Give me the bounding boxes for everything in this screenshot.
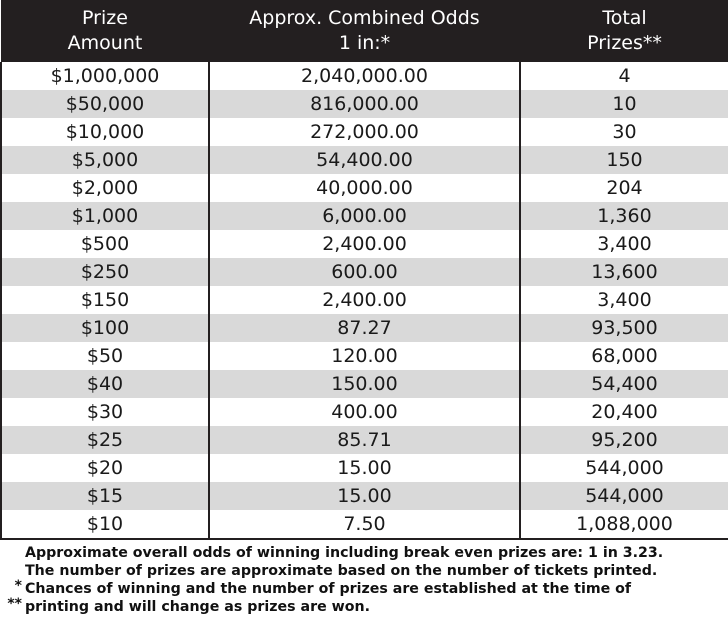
total-prizes-cell: 3,400	[520, 230, 728, 258]
table-row	[1, 370, 728, 398]
single-asterisk-note	[0, 580, 728, 598]
total-prizes-cell: 3,400	[520, 286, 728, 314]
odds-cell: 816,000.00	[209, 90, 520, 118]
header-total-line1: Total	[602, 7, 647, 29]
header-odds-line1: Approx. Combined Odds	[249, 7, 480, 29]
odds-cell: 272,000.00	[209, 118, 520, 146]
table-row	[1, 426, 728, 454]
overall-odds-text: Approximate overall odds of winning including break even prizes are: 1 in 3.23.	[25, 545, 664, 561]
odds-cell: 120.00	[209, 342, 520, 370]
prize-cell: $1,000,000	[1, 62, 209, 90]
prize-cell: $15	[1, 482, 209, 510]
total-prizes-cell: 20,400	[520, 398, 728, 426]
double-asterisk-text: printing and will change as prizes are won.	[25, 599, 370, 615]
prize-cell: $50,000	[1, 90, 209, 118]
single-asterisk-mark: *	[14, 578, 22, 594]
header-prize-line2: Amount	[67, 32, 143, 54]
prize-cell: $1,000	[1, 202, 209, 230]
prize-cell: $10,000	[1, 118, 209, 146]
total-prizes-cell: 204	[520, 174, 728, 202]
double-asterisk-mark: **	[7, 596, 22, 612]
prize-cell: $150	[1, 286, 209, 314]
table-row	[1, 342, 728, 370]
header-total-line2: Prizes**	[587, 32, 662, 54]
total-prizes-cell: 30	[520, 118, 728, 146]
odds-cell: 85.71	[209, 426, 520, 454]
prize-cell: $30	[1, 398, 209, 426]
table-row	[1, 398, 728, 426]
total-prizes-cell: 544,000	[520, 482, 728, 510]
table-row	[1, 314, 728, 342]
table-row	[1, 90, 728, 118]
odds-cell: 2,400.00	[209, 286, 520, 314]
table-row	[1, 118, 728, 146]
prize-cell: $20	[1, 454, 209, 482]
odds-cell: 54,400.00	[209, 146, 520, 174]
total-prizes-cell: 95,200	[520, 426, 728, 454]
single-asterisk-text: Chances of winning and the number of prizes are established at the time of	[25, 581, 632, 597]
prize-cell: $500	[1, 230, 209, 258]
total-prizes-cell: 68,000	[520, 342, 728, 370]
table-row	[1, 482, 728, 510]
total-prizes-cell: 13,600	[520, 258, 728, 286]
odds-cell: 87.27	[209, 314, 520, 342]
header-odds-line2: 1 in:*	[338, 32, 391, 54]
table-row	[1, 174, 728, 202]
prize-cell: $2,000	[1, 174, 209, 202]
odds-cell: 150.00	[209, 370, 520, 398]
prize-cell: $5,000	[1, 146, 209, 174]
odds-cell: 2,040,000.00	[209, 62, 520, 90]
odds-cell: 15.00	[209, 454, 520, 482]
prize-cell: $25	[1, 426, 209, 454]
table-row	[1, 454, 728, 482]
header-total-prizes	[520, 0, 728, 62]
approx-prizes-note	[0, 562, 728, 580]
total-prizes-cell: 54,400	[520, 370, 728, 398]
header-combined-odds	[209, 0, 520, 62]
table-row	[1, 202, 728, 230]
total-prizes-cell: 544,000	[520, 454, 728, 482]
prize-cell: $10	[1, 510, 209, 539]
prize-cell: $50	[1, 342, 209, 370]
table-row	[1, 286, 728, 314]
odds-cell: 2,400.00	[209, 230, 520, 258]
table-row	[1, 258, 728, 286]
odds-cell: 400.00	[209, 398, 520, 426]
odds-cell: 40,000.00	[209, 174, 520, 202]
total-prizes-cell: 150	[520, 146, 728, 174]
table-header-row	[1, 0, 728, 62]
odds-cell: 6,000.00	[209, 202, 520, 230]
table-row	[1, 510, 728, 539]
total-prizes-cell: 93,500	[520, 314, 728, 342]
footnotes	[0, 544, 728, 616]
double-asterisk-note	[0, 598, 728, 616]
prize-cell: $250	[1, 258, 209, 286]
total-prizes-cell: 4	[520, 62, 728, 90]
header-prize-amount	[1, 0, 209, 62]
table-row	[1, 62, 728, 90]
approx-prizes-text: The number of prizes are approximate based on the number of tickets printed.	[25, 563, 658, 579]
total-prizes-cell: 10	[520, 90, 728, 118]
odds-cell: 7.50	[209, 510, 520, 539]
odds-cell: 600.00	[209, 258, 520, 286]
prize-cell: $100	[1, 314, 209, 342]
header-prize-line1: Prize	[82, 7, 128, 29]
table-row	[1, 230, 728, 258]
overall-odds-note	[0, 544, 728, 562]
odds-cell: 15.00	[209, 482, 520, 510]
table-row	[1, 146, 728, 174]
total-prizes-cell: 1,360	[520, 202, 728, 230]
prize-cell: $40	[1, 370, 209, 398]
odds-table-body	[1, 62, 728, 539]
total-prizes-cell: 1,088,000	[520, 510, 728, 539]
